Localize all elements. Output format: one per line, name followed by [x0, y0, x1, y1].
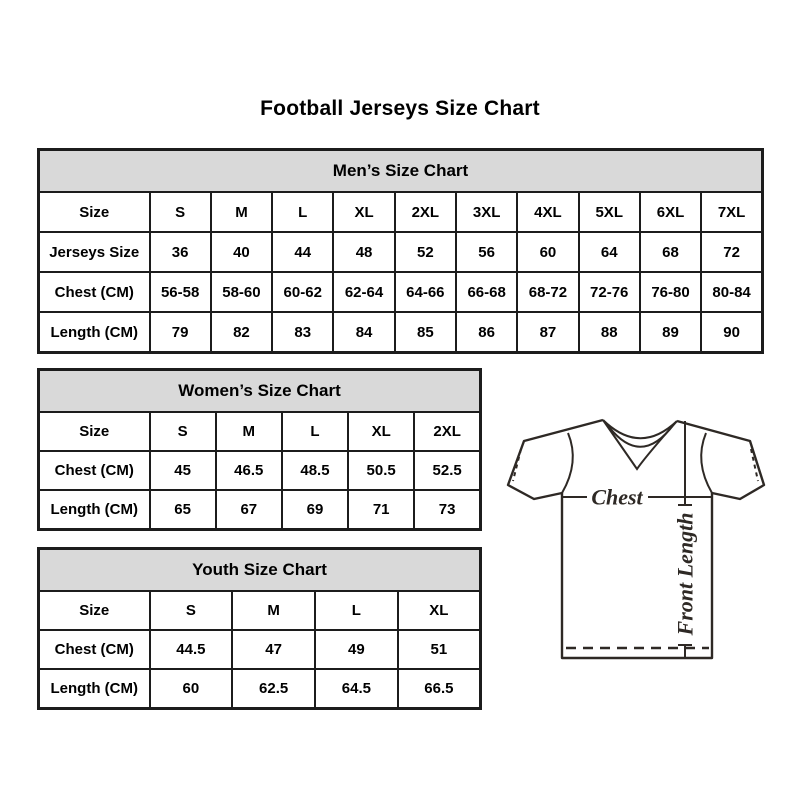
table-row-length: [39, 490, 481, 530]
table-row-length: [39, 669, 481, 709]
youth-table-title: Youth Size Chart: [39, 549, 481, 592]
table-cell: S: [150, 412, 216, 451]
table-cell: 79: [150, 312, 211, 353]
table-row-chest: [39, 272, 763, 312]
table-cell: 80-84: [701, 272, 762, 312]
table-cell: 64: [579, 232, 640, 272]
table-cell: 83: [272, 312, 333, 353]
table-cell: 72: [701, 232, 762, 272]
table-row-chest: [39, 630, 481, 669]
table-cell: 86: [456, 312, 517, 353]
table-cell: 3XL: [456, 192, 517, 232]
table-cell: 48: [333, 232, 394, 272]
table-cell: 6XL: [640, 192, 701, 232]
table-cell: 85: [395, 312, 456, 353]
table-cell: 2XL: [395, 192, 456, 232]
table-cell: M: [211, 192, 272, 232]
table-cell: 52.5: [414, 451, 480, 490]
row-label: Length (CM): [39, 490, 150, 530]
table-row-size: [39, 591, 481, 630]
row-label: Size: [39, 412, 150, 451]
table-row-chest: [39, 451, 481, 490]
table-cell: 84: [333, 312, 394, 353]
row-label: Chest (CM): [39, 272, 150, 312]
table-header-row: [39, 150, 763, 193]
table-cell: 50.5: [348, 451, 414, 490]
table-cell: 64.5: [315, 669, 398, 709]
jersey-diagram: [500, 402, 770, 662]
row-label: Chest (CM): [39, 451, 150, 490]
table-row-size: [39, 192, 763, 232]
table-cell: 60-62: [272, 272, 333, 312]
table-cell: 7XL: [701, 192, 762, 232]
table-cell: 67: [216, 490, 282, 530]
table-cell: 66.5: [398, 669, 481, 709]
table-cell: 68: [640, 232, 701, 272]
table-cell: 66-68: [456, 272, 517, 312]
table-cell: 65: [150, 490, 216, 530]
row-label: Size: [39, 192, 150, 232]
table-cell: XL: [398, 591, 481, 630]
table-cell: 49: [315, 630, 398, 669]
front-length-label: Front Length: [672, 512, 698, 636]
table-cell: 62.5: [232, 669, 315, 709]
table-row-jerseys-size: [39, 232, 763, 272]
table-cell: 88: [579, 312, 640, 353]
table-cell: 56: [456, 232, 517, 272]
table-cell: 90: [701, 312, 762, 353]
row-label: Size: [39, 591, 150, 630]
table-row-size: [39, 412, 481, 451]
mens-table-title: Men’s Size Chart: [39, 150, 763, 193]
table-cell: 62-64: [333, 272, 394, 312]
row-label: Length (CM): [39, 312, 150, 353]
table-header-row: [39, 549, 481, 592]
table-cell: S: [150, 192, 211, 232]
table-cell: 44.5: [150, 630, 233, 669]
table-cell: 60: [517, 232, 578, 272]
jersey-outline: [508, 420, 764, 658]
chest-label: Chest: [591, 484, 643, 510]
table-cell: 64-66: [395, 272, 456, 312]
table-cell: 71: [348, 490, 414, 530]
mens-size-table: [37, 148, 764, 354]
table-cell: 58-60: [211, 272, 272, 312]
table-cell: 46.5: [216, 451, 282, 490]
table-cell: 69: [282, 490, 348, 530]
table-cell: M: [216, 412, 282, 451]
collar-v-line: [603, 420, 677, 469]
row-label: Jerseys Size: [39, 232, 150, 272]
row-label: Length (CM): [39, 669, 150, 709]
table-cell: 44: [272, 232, 333, 272]
table-cell: 4XL: [517, 192, 578, 232]
table-cell: 5XL: [579, 192, 640, 232]
table-cell: 87: [517, 312, 578, 353]
table-cell: 68-72: [517, 272, 578, 312]
table-cell: 89: [640, 312, 701, 353]
table-cell: 82: [211, 312, 272, 353]
table-cell: 2XL: [414, 412, 480, 451]
table-cell: M: [232, 591, 315, 630]
table-cell: 47: [232, 630, 315, 669]
womens-size-table: [37, 368, 482, 531]
table-cell: 73: [414, 490, 480, 530]
row-label: Chest (CM): [39, 630, 150, 669]
table-cell: 52: [395, 232, 456, 272]
table-cell: XL: [348, 412, 414, 451]
armhole-seam-left: [562, 433, 573, 493]
table-cell: 51: [398, 630, 481, 669]
page-title: Football Jerseys Size Chart: [260, 97, 540, 120]
table-cell: 56-58: [150, 272, 211, 312]
table-cell: 76-80: [640, 272, 701, 312]
table-cell: 48.5: [282, 451, 348, 490]
table-cell: L: [282, 412, 348, 451]
table-cell: 36: [150, 232, 211, 272]
table-cell: 40: [211, 232, 272, 272]
table-cell: 60: [150, 669, 233, 709]
table-cell: XL: [333, 192, 394, 232]
table-cell: S: [150, 591, 233, 630]
table-header-row: [39, 370, 481, 413]
womens-table-title: Women’s Size Chart: [39, 370, 481, 413]
armhole-seam-right: [701, 433, 712, 493]
table-cell: 72-76: [579, 272, 640, 312]
youth-size-table: [37, 547, 482, 710]
table-cell: L: [315, 591, 398, 630]
table-cell: 45: [150, 451, 216, 490]
table-cell: L: [272, 192, 333, 232]
table-row-length: [39, 312, 763, 353]
